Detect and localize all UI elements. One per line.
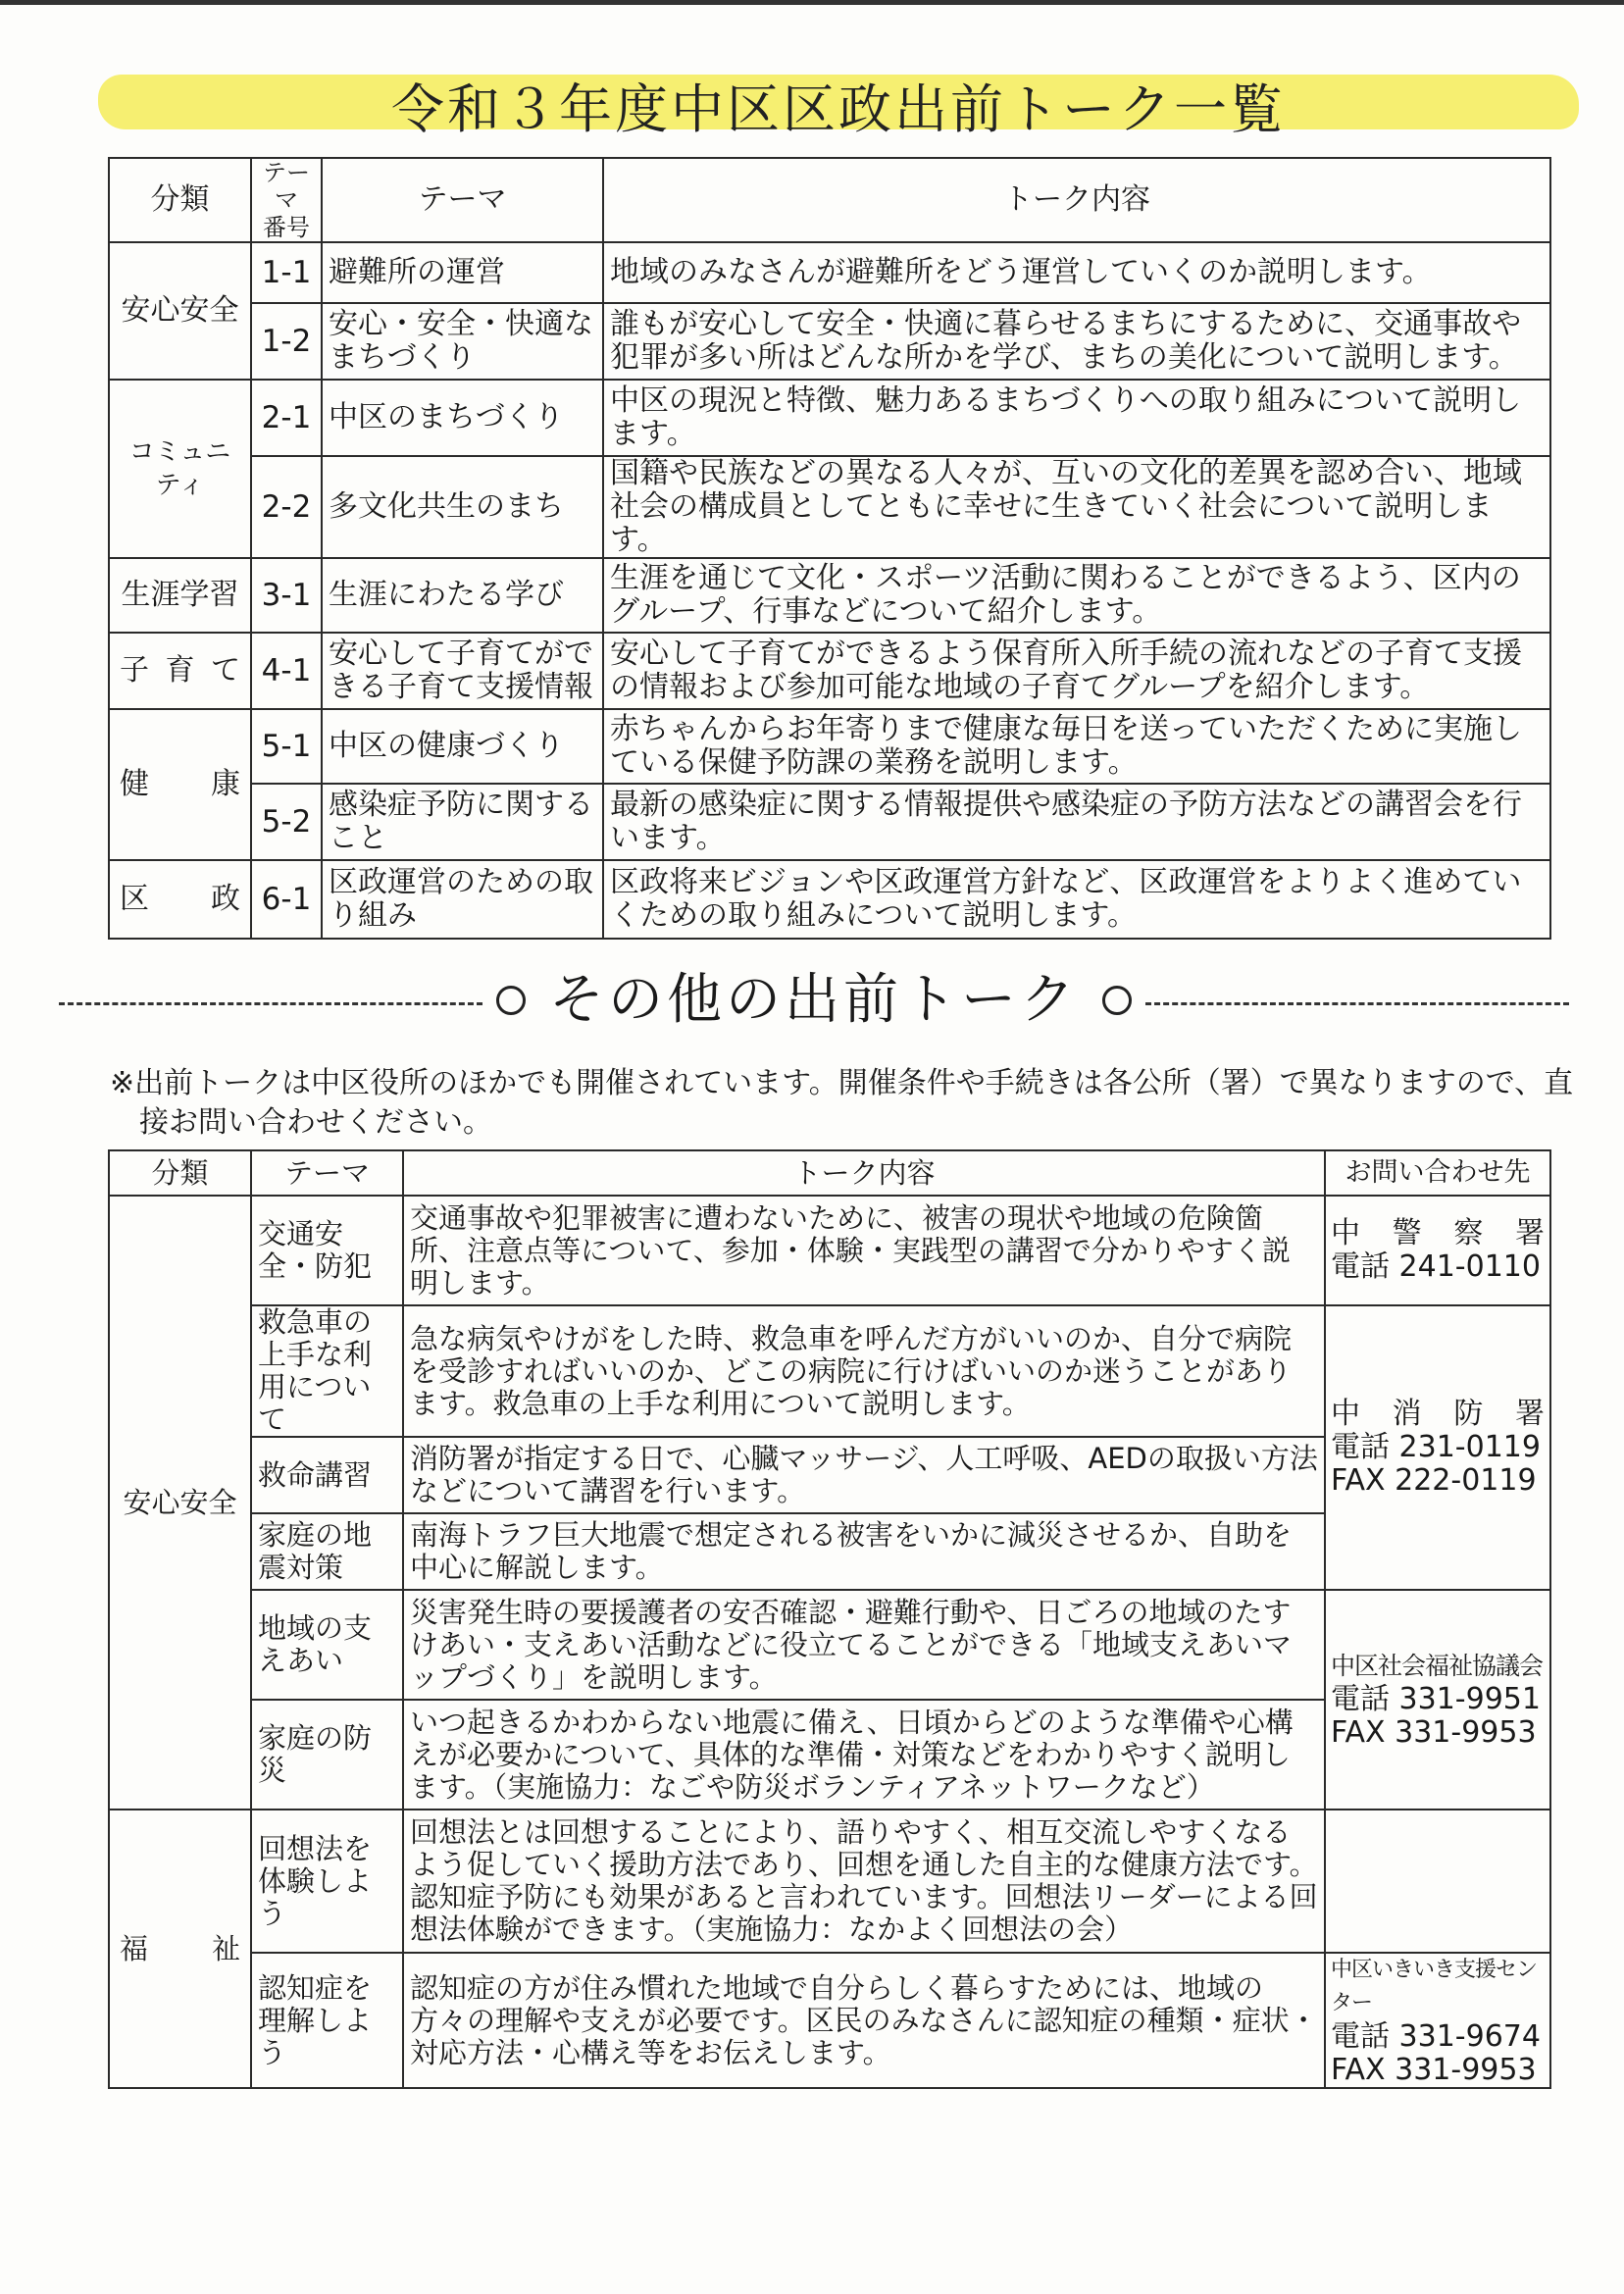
theme-cell: 交通安全・防犯 <box>251 1196 403 1305</box>
category-char: 子 <box>120 653 149 688</box>
content-cell: 南海トラフ巨大地震で想定される被害をいかに減災させるか、自助を中心に解説します。 <box>403 1513 1325 1590</box>
circle-icon <box>1102 986 1132 1015</box>
theme-number: 5-2 <box>251 784 322 860</box>
theme-cell: 感染症予防に関すること <box>322 784 603 860</box>
category-cell: コミュニティ <box>109 380 251 558</box>
theme-cell: 回想法を体験しよう <box>251 1810 403 1953</box>
contact-char: 署 <box>1514 1397 1545 1431</box>
category-char: 祉 <box>211 1931 240 1965</box>
theme-number: 3-1 <box>251 558 322 633</box>
contact-phone: 電話 231-0119 <box>1331 1430 1541 1464</box>
category-char: 区 <box>120 882 149 916</box>
table-header-row <box>109 1150 1550 1196</box>
theme-number: 5-1 <box>251 709 322 784</box>
contact-char: 警 <box>1392 1216 1422 1250</box>
contact-char: 消 <box>1392 1397 1422 1431</box>
category-cell: 安心安全 <box>109 242 251 380</box>
section-heading <box>59 961 1569 1040</box>
title-area <box>98 71 1579 149</box>
content-cell: 生涯を通じて文化・スポーツ活動に関わることができるよう、区内のグループ、行事などについて紹介します。 <box>603 558 1550 633</box>
content-cell: 消防署が指定する日で、心臓マッサージ、人工呼吸、AEDの取扱い方法などについて講習を行います。 <box>403 1437 1325 1513</box>
table-row <box>109 380 1550 456</box>
theme-cell: 避難所の運営 <box>322 242 603 303</box>
category-char: 健 <box>120 767 149 801</box>
theme-number: 2-1 <box>251 380 322 456</box>
table-row <box>109 1196 1550 1305</box>
theme-cell: 多文化共生のまち <box>322 456 603 558</box>
content-cell: 中区の現況と特徴、魅力あるまちづくりへの取り組みについて説明します。 <box>603 380 1550 456</box>
theme-number: 4-1 <box>251 633 322 709</box>
header-content: トーク内容 <box>403 1150 1325 1196</box>
category-char: 康 <box>211 767 240 801</box>
content-cell: 区政将来ビジョンや区政運営方針など、区政運営をよりよく進めていくための取り組みについて説明します。 <box>603 860 1550 939</box>
dashed-line-left <box>59 1002 482 1005</box>
contact-char: 中 <box>1331 1216 1360 1250</box>
contact-name: 中区社会福祉協議会 <box>1331 1652 1544 1680</box>
contact-empty <box>1325 1810 1550 1953</box>
category-cell <box>109 633 251 709</box>
contact-char: 中 <box>1331 1397 1360 1431</box>
content-cell: 急な病気やけがをした時、救急車を呼んだ方がいいのか、自分で病院を受診すればいいのか、どこの病院に行けばいいのか迷うことがあります。救急車の上手な利用について説明します。 <box>403 1305 1325 1437</box>
other-talk-table <box>108 1149 1551 2089</box>
theme-number: 6-1 <box>251 860 322 939</box>
content-cell: 認知症の方が住み慣れた地域で自分らしく暮らすためには、地域の方々の理解や支えが必要です。区民のみなさんに認知症の種類・症状・対応方法・心構え等をお伝えします。 <box>403 1953 1325 2088</box>
category-cell <box>109 860 251 939</box>
category-cell: 生涯学習 <box>109 558 251 633</box>
header-category: 分類 <box>109 1150 251 1196</box>
content-cell: 赤ちゃんからお年寄りまで健康な毎日を送っていただくために実施している保健予防課の業務を説明します。 <box>603 709 1550 784</box>
contact-char: 署 <box>1514 1216 1545 1250</box>
content-cell: 誰もが安心して安全・快適に暮らせるまちにするために、交通事故や犯罪が多い所はどんな所かを学び、まちの美化について説明します。 <box>603 303 1550 380</box>
category-cell <box>109 1810 251 2088</box>
note-text: ※出前トークは中区役所のほかでも開催されています。開催条件や手続きは各公所（署）で異なりますので、直接お問い合わせください。 <box>110 1066 1574 1140</box>
header-number-line2: 番号 <box>263 214 310 241</box>
contact-fax: FAX 331-9953 <box>1331 1715 1537 1750</box>
content-cell: いつ起きるかわからない地震に備え、日頃からどのような準備や心構えが必要かについて、具体的な準備・対策などをわかりやすく説明します。（実施協力：なごや防災ボランティアネットワークなど） <box>403 1700 1325 1810</box>
theme-cell: 中区のまちづくり <box>322 380 603 456</box>
theme-number: 1-1 <box>251 242 322 303</box>
content-cell: 国籍や民族などの異なる人々が、互いの文化的差異を認め合い、地域社会の構成員としてともに幸せに生きていく社会について説明します。 <box>603 456 1550 558</box>
theme-cell: 中区の健康づくり <box>322 709 603 784</box>
contact-phone: 電話 331-9674 <box>1331 2019 1541 2054</box>
table-header-row <box>109 158 1550 242</box>
content-cell: 安心して子育てができるよう保育所入所手続の流れなどの子育て支援の情報および参加可能な地域の子育てグループを紹介します。 <box>603 633 1550 709</box>
table-row <box>109 303 1550 380</box>
theme-cell: 安心・安全・快適なまちづくり <box>322 303 603 380</box>
table-row <box>109 1953 1550 2088</box>
theme-cell: 救急車の上手な利用について <box>251 1305 403 1437</box>
category-cell <box>109 709 251 860</box>
dashed-line-right <box>1145 1002 1569 1005</box>
table-row <box>109 558 1550 633</box>
category-cell: 安心安全 <box>109 1196 251 1810</box>
theme-cell: 家庭の地震対策 <box>251 1513 403 1590</box>
table-row <box>109 1305 1550 1437</box>
theme-cell: 認知症を理解しよう <box>251 1953 403 2088</box>
section-title: その他の出前トーク <box>549 968 1079 1032</box>
content-cell: 地域のみなさんが避難所をどう運営していくのか説明します。 <box>603 242 1550 303</box>
top-rule <box>0 0 1624 5</box>
circle-icon <box>496 986 526 1015</box>
contact-fax: FAX 331-9953 <box>1331 2053 1537 2087</box>
table-row <box>109 784 1550 860</box>
contact-char: 防 <box>1453 1397 1484 1431</box>
contact-fax: FAX 222-0119 <box>1331 1463 1537 1498</box>
contact-fire-station <box>1325 1305 1550 1590</box>
contact-char: 察 <box>1453 1216 1484 1250</box>
content-cell: 災害発生時の要援護者の安否確認・避難行動や、日ごろの地域のたすけあい・支えあい活動などに役立てることができる「地域支えあいマップづくり」を説明します。 <box>403 1590 1325 1700</box>
header-theme-number <box>251 158 322 242</box>
category-char: 福 <box>120 1931 149 1965</box>
theme-cell: 地域の支えあい <box>251 1590 403 1700</box>
category-char: 育 <box>165 653 195 688</box>
header-number-line1: テーマ <box>263 159 310 214</box>
table-row <box>109 456 1550 558</box>
theme-number: 1-2 <box>251 303 322 380</box>
contact-phone: 電話 241-0110 <box>1331 1249 1541 1284</box>
content-cell: 回想法とは回想することにより、語りやすく、相互交流しやすくなるよう促していく援助方法であり、回想を通した自主的な健康方法です。認知症予防にも効果があると言われています。回想法リーダーによる回想法体験ができます。（実施協力：なかよく回想法の会） <box>403 1810 1325 1953</box>
contact-welfare-council <box>1325 1590 1550 1810</box>
contact-name: 中区いきいき支援センター <box>1331 1958 1538 2015</box>
header-category: 分類 <box>109 158 251 242</box>
header-theme: テーマ <box>322 158 603 242</box>
category-char: 政 <box>211 882 240 916</box>
theme-cell: 生涯にわたる学び <box>322 558 603 633</box>
theme-cell: 区政運営のための取り組み <box>322 860 603 939</box>
table-row <box>109 1590 1550 1700</box>
theme-cell: 安心して子育てができる子育て支援情報 <box>322 633 603 709</box>
header-content: トーク内容 <box>603 158 1550 242</box>
header-theme: テーマ <box>251 1150 403 1196</box>
contact-police <box>1325 1196 1550 1305</box>
table-row <box>109 860 1550 939</box>
content-cell: 最新の感染症に関する情報提供や感染症の予防方法などの講習会を行います。 <box>603 784 1550 860</box>
header-contact: お問い合わせ先 <box>1325 1150 1550 1196</box>
table-row <box>109 709 1550 784</box>
theme-number: 2-2 <box>251 456 322 558</box>
table-row <box>109 242 1550 303</box>
content-cell: 交通事故や犯罪被害に遭わないために、被害の現状や地域の危険箇所、注意点等について、参加・体験・実践型の講習で分かりやすく説明します。 <box>403 1196 1325 1305</box>
kusei-talk-table <box>108 157 1551 940</box>
table-row <box>109 1810 1550 1953</box>
contact-phone: 電話 331-9951 <box>1331 1682 1541 1716</box>
contact-ikiiki-center <box>1325 1953 1550 2088</box>
page-title: 令和３年度中区区政出前トーク一覧 <box>391 78 1286 140</box>
category-char: て <box>211 653 240 688</box>
table-row <box>109 633 1550 709</box>
theme-cell: 家庭の防災 <box>251 1700 403 1810</box>
theme-cell: 救命講習 <box>251 1437 403 1513</box>
